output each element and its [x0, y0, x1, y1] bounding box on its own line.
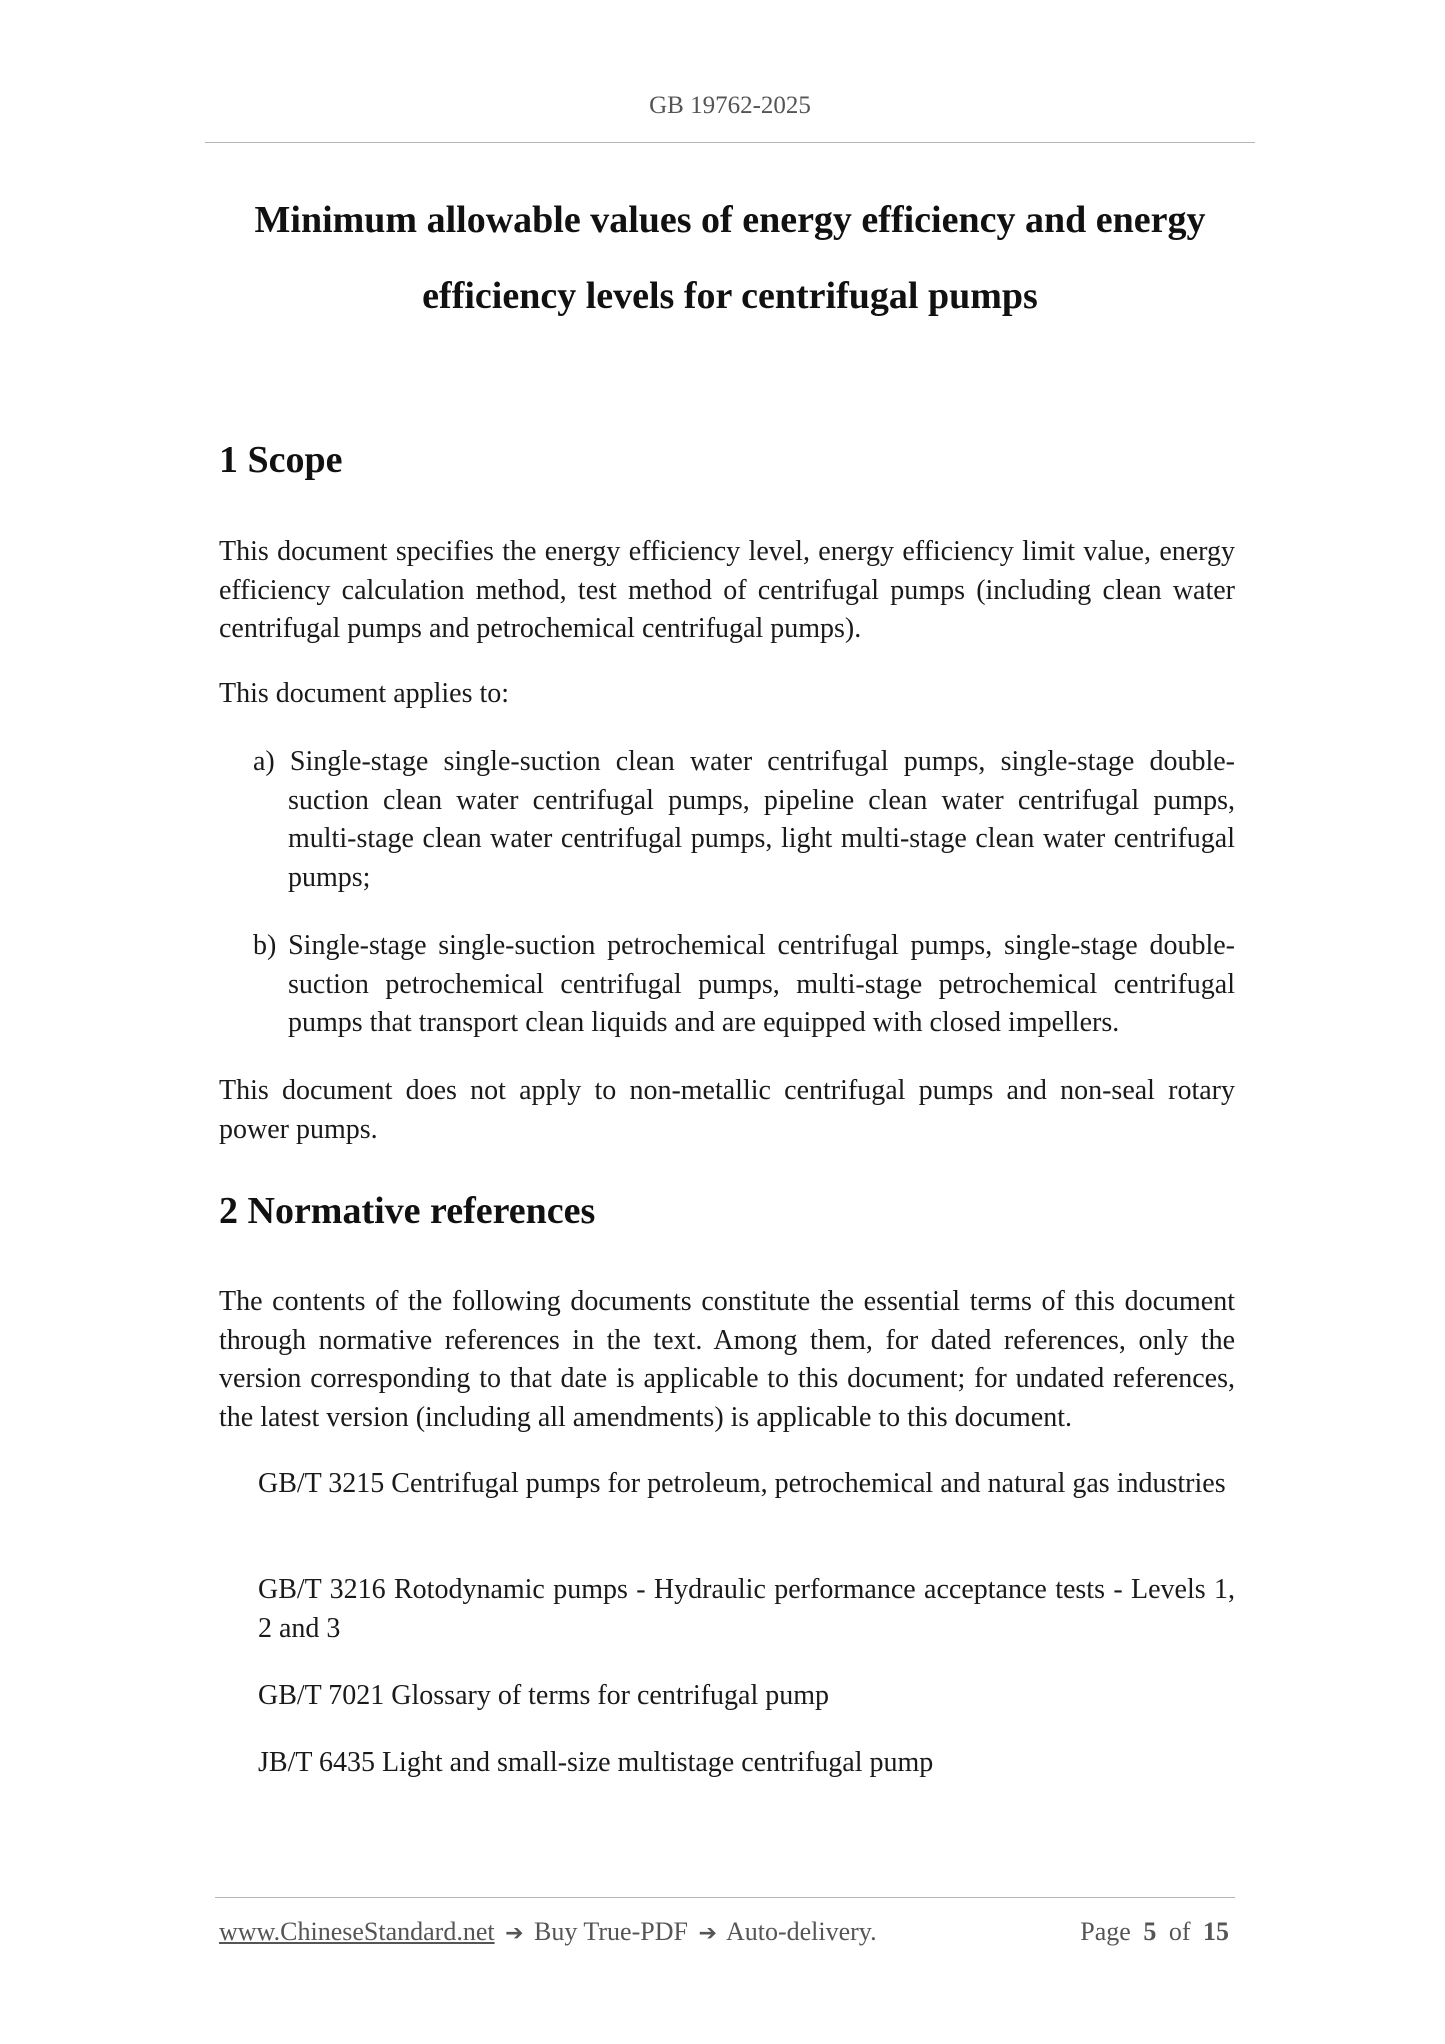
- scope-list-item-b: b) Single-stage single-suction petrochemical centrifugal pumps, single-stage double-suction petrochemical centrifugal pumps, multi-stage petrochemical centrifugal pumps that transport clean liquids and are equipped with closed impellers.: [253, 930, 1235, 1038]
- scope-list-item-a: a) Single-stage single-suction clean water centrifugal pumps, single-stage double-suction clean water centrifugal pumps, pipeline clean water centrifugal pumps, multi-stage clean water centrifugal pumps, light multi-stage clean water centrifugal pumps;: [253, 746, 1235, 893]
- title-line-2: efficiency levels for centrifugal pumps: [422, 275, 1038, 317]
- right-arrow-icon: ➔: [698, 1921, 717, 1946]
- reference-item-jbt-6435: JB/T 6435 Light and small-size multistage centrifugal pump: [258, 1747, 934, 1778]
- scope-paragraph-3: This document does not apply to non-metallic centrifugal pumps and non-seal rotary power pumps.: [219, 1075, 1235, 1145]
- page-total: 15: [1203, 1917, 1229, 1946]
- buy-true-pdf-text: Buy True-PDF: [534, 1917, 688, 1946]
- scope-paragraph-1: This document specifies the energy efficiency level, energy efficiency limit value, energy efficiency calculation method, test method of centrifugal pumps (including clean water centrifugal pumps and petrochemical centrifugal pumps).: [219, 536, 1235, 644]
- header-divider: [205, 142, 1255, 143]
- reference-item-gbt-3216: GB/T 3216 Rotodynamic pumps - Hydraulic performance acceptance tests - Levels 1, 2 and 3: [258, 1574, 1235, 1644]
- section-heading-scope: 1 Scope: [219, 439, 343, 481]
- page-label: Page: [1080, 1917, 1131, 1946]
- right-arrow-icon: ➔: [505, 1921, 524, 1946]
- page-current: 5: [1143, 1917, 1157, 1946]
- chinese-standard-link[interactable]: www.ChineseStandard.net: [219, 1917, 495, 1946]
- reference-item-gbt-3215: GB/T 3215 Centrifugal pumps for petroleum, petrochemical and natural gas industries: [258, 1468, 1226, 1499]
- page-of-label: of: [1168, 1917, 1191, 1946]
- footer-promo: [219, 1917, 877, 1947]
- reference-item-gbt-7021: GB/T 7021 Glossary of terms for centrifugal pump: [258, 1680, 830, 1711]
- page-number: [1080, 1917, 1235, 1947]
- title-line-1: Minimum allowable values of energy efficiency and energy: [254, 199, 1206, 241]
- scope-paragraph-2: This document applies to:: [219, 678, 510, 709]
- page-header: GB 19762-2025: [649, 92, 811, 119]
- auto-delivery-text: Auto-delivery.: [725, 1917, 877, 1946]
- document-title: [205, 182, 1255, 334]
- section-heading-normative-references: 2 Normative references: [219, 1190, 596, 1232]
- references-paragraph: The contents of the following documents constitute the essential terms of this document through normative references in the text. Among them, for dated references, only the version corresponding to that date is applicable to this document; for undated references, the latest version (including all amendments) is applicable to this document.: [219, 1286, 1235, 1433]
- footer-divider: [215, 1897, 1235, 1898]
